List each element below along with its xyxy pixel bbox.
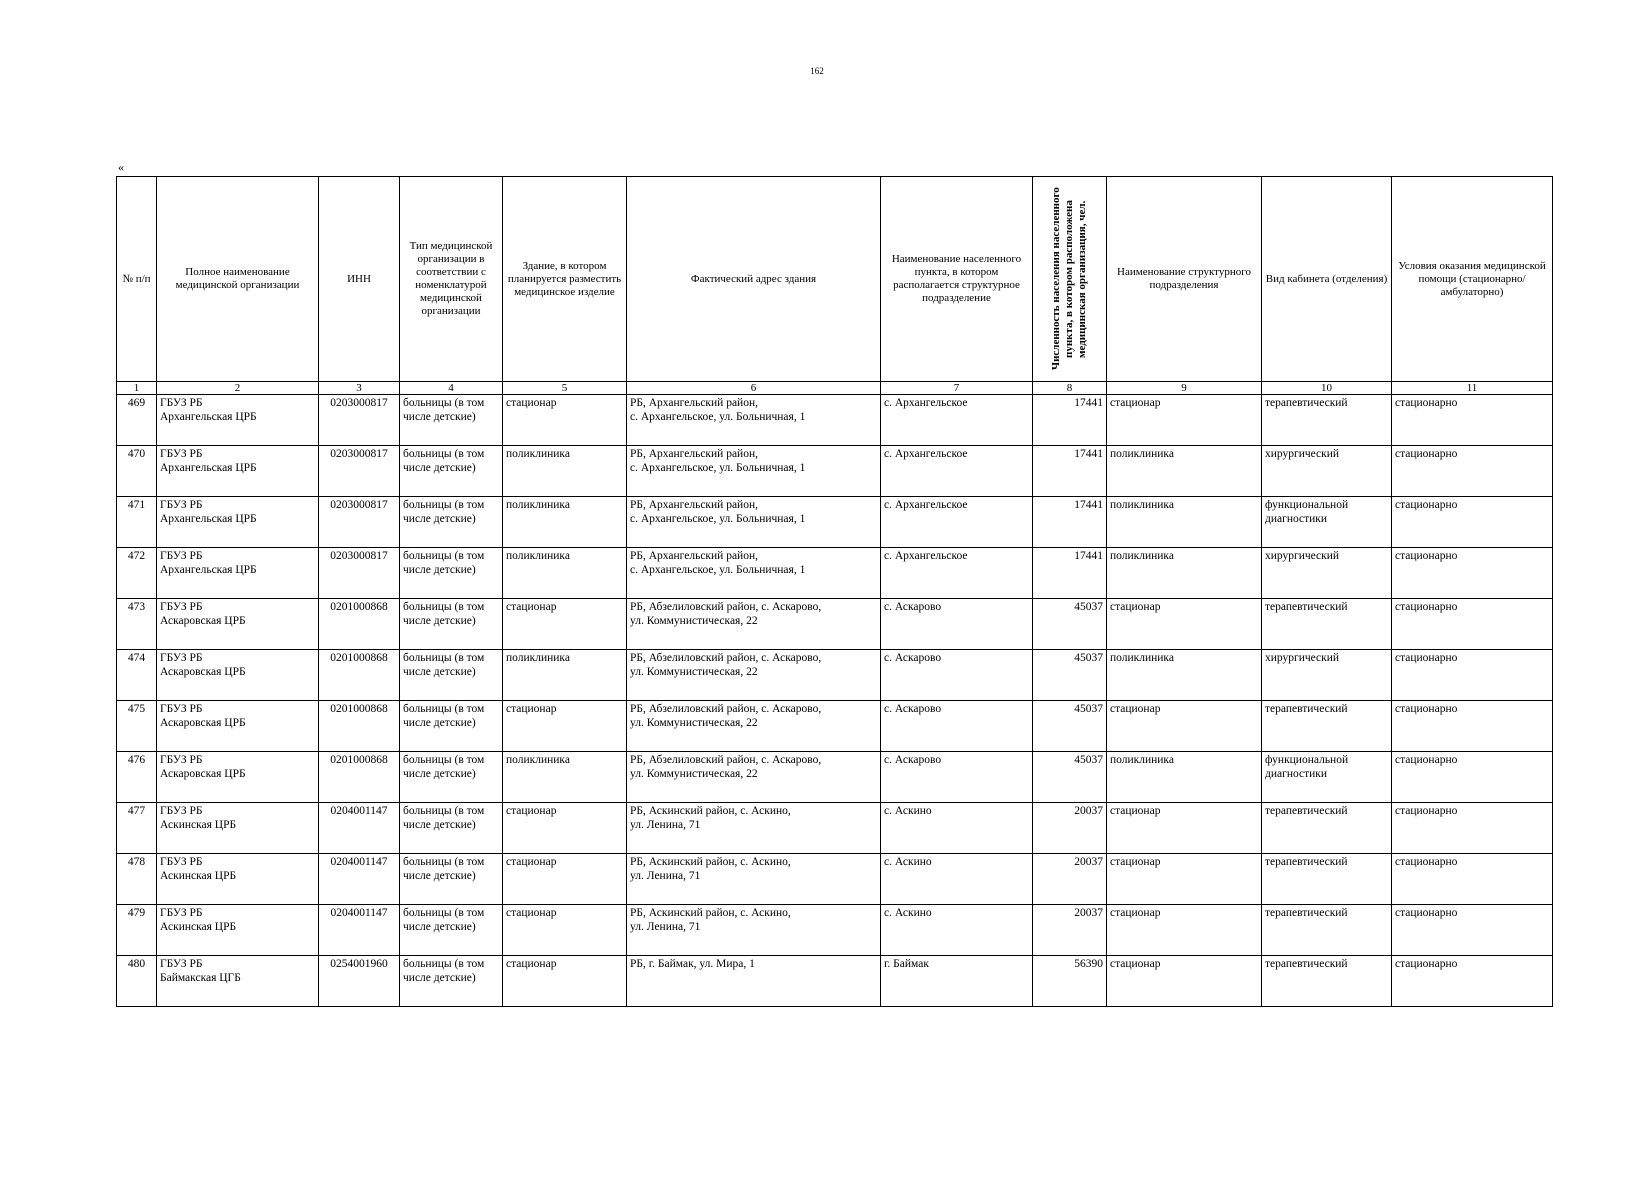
- unit-cell: поликлиника: [1107, 446, 1262, 497]
- building-cell: стационар: [503, 599, 627, 650]
- cabinet-cell: функциональной диагностики: [1262, 497, 1392, 548]
- address-cell: [627, 803, 881, 854]
- unit-cell: стационар: [1107, 701, 1262, 752]
- address-cell-line: ул. Ленина, 71: [630, 921, 701, 933]
- org-name-cell-line: ГБУЗ РБ: [160, 907, 203, 919]
- org-name-cell-line: Баймакская ЦГБ: [160, 972, 241, 984]
- header-population-text: Численность населения населенного пункта, в котором расположена медицинская организация, чел.: [1050, 187, 1088, 371]
- address-cell-line: ул. Ленина, 71: [630, 819, 701, 831]
- header-population: [1033, 177, 1107, 382]
- org-name-cell-line: Аскаровская ЦРБ: [160, 717, 246, 729]
- population-cell: 45037: [1033, 599, 1107, 650]
- unit-cell: поликлиника: [1107, 497, 1262, 548]
- org-type-cell: больницы (в том числе детские): [400, 956, 503, 1007]
- building-cell: поликлиника: [503, 446, 627, 497]
- page-number: 162: [810, 66, 824, 76]
- cabinet-cell: хирургический: [1262, 446, 1392, 497]
- unit-cell: поликлиника: [1107, 548, 1262, 599]
- inn-cell: 0201000868: [319, 599, 400, 650]
- address-cell-line: РБ, Абзелиловский район, с. Аскарово,: [630, 601, 822, 613]
- table-row: [117, 497, 1553, 548]
- cabinet-cell: функциональной диагностики: [1262, 752, 1392, 803]
- cabinet-cell: терапевтический: [1262, 905, 1392, 956]
- settlement-cell: с. Аскино: [881, 905, 1033, 956]
- org-name-cell: [157, 956, 319, 1007]
- org-type-cell: больницы (в том числе детские): [400, 701, 503, 752]
- population-cell: 17441: [1033, 497, 1107, 548]
- conditions-cell: стационарно: [1392, 854, 1553, 905]
- org-name-cell: [157, 395, 319, 446]
- unit-cell: стационар: [1107, 395, 1262, 446]
- address-cell-line: РБ, Абзелиловский район, с. Аскарово,: [630, 703, 822, 715]
- org-name-cell-line: Аскаровская ЦРБ: [160, 768, 246, 780]
- address-cell: [627, 854, 881, 905]
- header-settlement: Наименование населенного пункта, в котором располагается структурное подразделение: [881, 177, 1033, 382]
- org-name-cell: [157, 803, 319, 854]
- unit-cell: поликлиника: [1107, 650, 1262, 701]
- inn-cell: 0203000817: [319, 395, 400, 446]
- row-number-cell: 479: [117, 905, 157, 956]
- address-cell-line: с. Архангельское, ул. Больничная, 1: [630, 513, 806, 525]
- table-row: [117, 395, 1553, 446]
- table-row: [117, 548, 1553, 599]
- column-number: 4: [400, 382, 503, 395]
- building-cell: стационар: [503, 803, 627, 854]
- address-cell-line: РБ, Архангельский район,: [630, 550, 758, 562]
- column-number: 5: [503, 382, 627, 395]
- conditions-cell: стационарно: [1392, 497, 1553, 548]
- address-cell-line: РБ, Архангельский район,: [630, 397, 758, 409]
- address-cell-line: РБ, Аскинский район, с. Аскино,: [630, 805, 791, 817]
- org-type-cell: больницы (в том числе детские): [400, 548, 503, 599]
- population-cell: 17441: [1033, 548, 1107, 599]
- settlement-cell: г. Баймак: [881, 956, 1033, 1007]
- org-name-cell-line: ГБУЗ РБ: [160, 550, 203, 562]
- settlement-cell: с. Архангельское: [881, 497, 1033, 548]
- address-cell-line: ул. Коммунистическая, 22: [630, 768, 758, 780]
- org-name-cell: [157, 446, 319, 497]
- conditions-cell: стационарно: [1392, 446, 1553, 497]
- org-type-cell: больницы (в том числе детские): [400, 650, 503, 701]
- header-org-name: Полное наименование медицинской организации: [157, 177, 319, 382]
- org-type-cell: больницы (в том числе детские): [400, 854, 503, 905]
- org-name-cell: [157, 854, 319, 905]
- settlement-cell: с. Аскарово: [881, 701, 1033, 752]
- row-number-cell: 471: [117, 497, 157, 548]
- settlement-cell: с. Аскарово: [881, 650, 1033, 701]
- column-number: 3: [319, 382, 400, 395]
- header-inn: ИНН: [319, 177, 400, 382]
- address-cell-line: РБ, г. Баймак, ул. Мира, 1: [630, 958, 755, 970]
- org-name-cell: [157, 701, 319, 752]
- population-cell: 17441: [1033, 446, 1107, 497]
- conditions-cell: стационарно: [1392, 956, 1553, 1007]
- org-name-cell: [157, 497, 319, 548]
- row-number-cell: 478: [117, 854, 157, 905]
- column-numbers-row: [117, 382, 1553, 395]
- address-cell: [627, 752, 881, 803]
- org-name-cell-line: Архангельская ЦРБ: [160, 411, 257, 423]
- unit-cell: стационар: [1107, 599, 1262, 650]
- org-type-cell: больницы (в том числе детские): [400, 395, 503, 446]
- header-cabinet: Вид кабинета (отделения): [1262, 177, 1392, 382]
- org-type-cell: больницы (в том числе детские): [400, 599, 503, 650]
- population-cell: 20037: [1033, 854, 1107, 905]
- conditions-cell: стационарно: [1392, 752, 1553, 803]
- population-cell: 56390: [1033, 956, 1107, 1007]
- settlement-cell: с. Аскарово: [881, 752, 1033, 803]
- address-cell: [627, 446, 881, 497]
- org-name-cell-line: ГБУЗ РБ: [160, 448, 203, 460]
- org-name-cell: [157, 905, 319, 956]
- building-cell: стационар: [503, 854, 627, 905]
- table-row: [117, 854, 1553, 905]
- unit-cell: поликлиника: [1107, 752, 1262, 803]
- header-conditions: Условия оказания медицинской помощи (стационарно/ амбулаторно): [1392, 177, 1553, 382]
- org-name-cell-line: ГБУЗ РБ: [160, 397, 203, 409]
- row-number-cell: 480: [117, 956, 157, 1007]
- address-cell: [627, 497, 881, 548]
- cabinet-cell: хирургический: [1262, 548, 1392, 599]
- unit-cell: стационар: [1107, 803, 1262, 854]
- org-name-cell-line: ГБУЗ РБ: [160, 499, 203, 511]
- header-building: Здание, в котором планируется разместить медицинское изделие: [503, 177, 627, 382]
- conditions-cell: стационарно: [1392, 650, 1553, 701]
- org-name-cell-line: ГБУЗ РБ: [160, 754, 203, 766]
- settlement-cell: с. Аскино: [881, 854, 1033, 905]
- org-type-cell: больницы (в том числе детские): [400, 905, 503, 956]
- inn-cell: 0201000868: [319, 752, 400, 803]
- org-name-cell-line: ГБУЗ РБ: [160, 805, 203, 817]
- row-number-cell: 477: [117, 803, 157, 854]
- population-cell: 45037: [1033, 650, 1107, 701]
- address-cell-line: с. Архангельское, ул. Больничная, 1: [630, 564, 806, 576]
- building-cell: поликлиника: [503, 497, 627, 548]
- column-number: 9: [1107, 382, 1262, 395]
- header-address: Фактический адрес здания: [627, 177, 881, 382]
- inn-cell: 0204001147: [319, 854, 400, 905]
- settlement-cell: с. Архангельское: [881, 395, 1033, 446]
- cabinet-cell: терапевтический: [1262, 956, 1392, 1007]
- column-number: 11: [1392, 382, 1553, 395]
- address-cell: [627, 548, 881, 599]
- conditions-cell: стационарно: [1392, 905, 1553, 956]
- building-cell: поликлиника: [503, 548, 627, 599]
- address-cell: [627, 599, 881, 650]
- header-org-type: Тип медицинской организации в соответствии с номенклатурой медицинской организации: [400, 177, 503, 382]
- column-number: 2: [157, 382, 319, 395]
- address-cell: [627, 905, 881, 956]
- settlement-cell: с. Аскарово: [881, 599, 1033, 650]
- cabinet-cell: терапевтический: [1262, 395, 1392, 446]
- building-cell: поликлиника: [503, 752, 627, 803]
- address-cell-line: РБ, Абзелиловский район, с. Аскарово,: [630, 652, 822, 664]
- address-cell-line: с. Архангельское, ул. Больничная, 1: [630, 462, 806, 474]
- table-row: [117, 599, 1553, 650]
- row-number-cell: 474: [117, 650, 157, 701]
- unit-cell: стационар: [1107, 956, 1262, 1007]
- inn-cell: 0201000868: [319, 650, 400, 701]
- address-cell-line: ул. Коммунистическая, 22: [630, 717, 758, 729]
- conditions-cell: стационарно: [1392, 395, 1553, 446]
- org-name-cell: [157, 650, 319, 701]
- address-cell-line: РБ, Архангельский район,: [630, 448, 758, 460]
- table-body: [117, 382, 1553, 1007]
- org-type-cell: больницы (в том числе детские): [400, 446, 503, 497]
- org-name-cell-line: Архангельская ЦРБ: [160, 564, 257, 576]
- address-cell-line: с. Архангельское, ул. Больничная, 1: [630, 411, 806, 423]
- org-type-cell: больницы (в том числе детские): [400, 803, 503, 854]
- address-cell: [627, 650, 881, 701]
- org-name-cell-line: Аскинская ЦРБ: [160, 921, 237, 933]
- inn-cell: 0204001147: [319, 803, 400, 854]
- address-cell-line: РБ, Абзелиловский район, с. Аскарово,: [630, 754, 822, 766]
- conditions-cell: стационарно: [1392, 701, 1553, 752]
- settlement-cell: с. Аскино: [881, 803, 1033, 854]
- inn-cell: 0204001147: [319, 905, 400, 956]
- population-cell: 45037: [1033, 752, 1107, 803]
- table-row: [117, 650, 1553, 701]
- cabinet-cell: терапевтический: [1262, 803, 1392, 854]
- conditions-cell: стационарно: [1392, 548, 1553, 599]
- population-cell: 45037: [1033, 701, 1107, 752]
- building-cell: стационар: [503, 701, 627, 752]
- column-number: 6: [627, 382, 881, 395]
- population-cell: 17441: [1033, 395, 1107, 446]
- org-name-cell-line: Архангельская ЦРБ: [160, 513, 257, 525]
- row-number-cell: 473: [117, 599, 157, 650]
- org-type-cell: больницы (в том числе детские): [400, 497, 503, 548]
- address-cell-line: РБ, Архангельский район,: [630, 499, 758, 511]
- conditions-cell: стационарно: [1392, 803, 1553, 854]
- address-cell-line: ул. Коммунистическая, 22: [630, 666, 758, 678]
- opening-quote-mark: «: [118, 160, 124, 174]
- building-cell: поликлиника: [503, 650, 627, 701]
- row-number-cell: 469: [117, 395, 157, 446]
- row-number-cell: 470: [117, 446, 157, 497]
- table-row: [117, 905, 1553, 956]
- address-cell: [627, 701, 881, 752]
- org-name-cell: [157, 548, 319, 599]
- cabinet-cell: терапевтический: [1262, 599, 1392, 650]
- inn-cell: 0203000817: [319, 548, 400, 599]
- org-name-cell-line: ГБУЗ РБ: [160, 601, 203, 613]
- building-cell: стационар: [503, 905, 627, 956]
- org-name-cell-line: Аскаровская ЦРБ: [160, 666, 246, 678]
- table-row: [117, 446, 1553, 497]
- table-row: [117, 803, 1553, 854]
- settlement-cell: с. Архангельское: [881, 446, 1033, 497]
- org-name-cell-line: ГБУЗ РБ: [160, 652, 203, 664]
- org-name-cell-line: Аскинская ЦРБ: [160, 870, 237, 882]
- row-number-cell: 472: [117, 548, 157, 599]
- org-name-cell-line: ГБУЗ РБ: [160, 958, 203, 970]
- address-cell-line: РБ, Аскинский район, с. Аскино,: [630, 907, 791, 919]
- conditions-cell: стационарно: [1392, 599, 1553, 650]
- org-name-cell-line: ГБУЗ РБ: [160, 856, 203, 868]
- population-cell: 20037: [1033, 803, 1107, 854]
- row-number-cell: 475: [117, 701, 157, 752]
- settlement-cell: с. Архангельское: [881, 548, 1033, 599]
- address-cell-line: РБ, Аскинский район, с. Аскино,: [630, 856, 791, 868]
- address-cell-line: ул. Ленина, 71: [630, 870, 701, 882]
- org-name-cell-line: Аскинская ЦРБ: [160, 819, 237, 831]
- inn-cell: 0201000868: [319, 701, 400, 752]
- inn-cell: 0203000817: [319, 497, 400, 548]
- address-cell: [627, 395, 881, 446]
- cabinet-cell: хирургический: [1262, 650, 1392, 701]
- cabinet-cell: терапевтический: [1262, 701, 1392, 752]
- org-name-cell-line: Аскаровская ЦРБ: [160, 615, 246, 627]
- table-row: [117, 701, 1553, 752]
- org-name-cell: [157, 752, 319, 803]
- address-cell: [627, 956, 881, 1007]
- org-name-cell: [157, 599, 319, 650]
- column-number: 10: [1262, 382, 1392, 395]
- header-unit: Наименование структурного подразделения: [1107, 177, 1262, 382]
- table-header-row: [117, 177, 1553, 382]
- org-name-cell-line: Архангельская ЦРБ: [160, 462, 257, 474]
- table-row: [117, 956, 1553, 1007]
- unit-cell: стационар: [1107, 854, 1262, 905]
- column-number: 1: [117, 382, 157, 395]
- building-cell: стационар: [503, 956, 627, 1007]
- header-row-number: № п/п: [117, 177, 157, 382]
- medical-organizations-table: [116, 176, 1553, 1007]
- unit-cell: стационар: [1107, 905, 1262, 956]
- cabinet-cell: терапевтический: [1262, 854, 1392, 905]
- building-cell: стационар: [503, 395, 627, 446]
- org-name-cell-line: ГБУЗ РБ: [160, 703, 203, 715]
- inn-cell: 0203000817: [319, 446, 400, 497]
- org-type-cell: больницы (в том числе детские): [400, 752, 503, 803]
- column-number: 8: [1033, 382, 1107, 395]
- column-number: 7: [881, 382, 1033, 395]
- population-cell: 20037: [1033, 905, 1107, 956]
- inn-cell: 0254001960: [319, 956, 400, 1007]
- table-row: [117, 752, 1553, 803]
- address-cell-line: ул. Коммунистическая, 22: [630, 615, 758, 627]
- row-number-cell: 476: [117, 752, 157, 803]
